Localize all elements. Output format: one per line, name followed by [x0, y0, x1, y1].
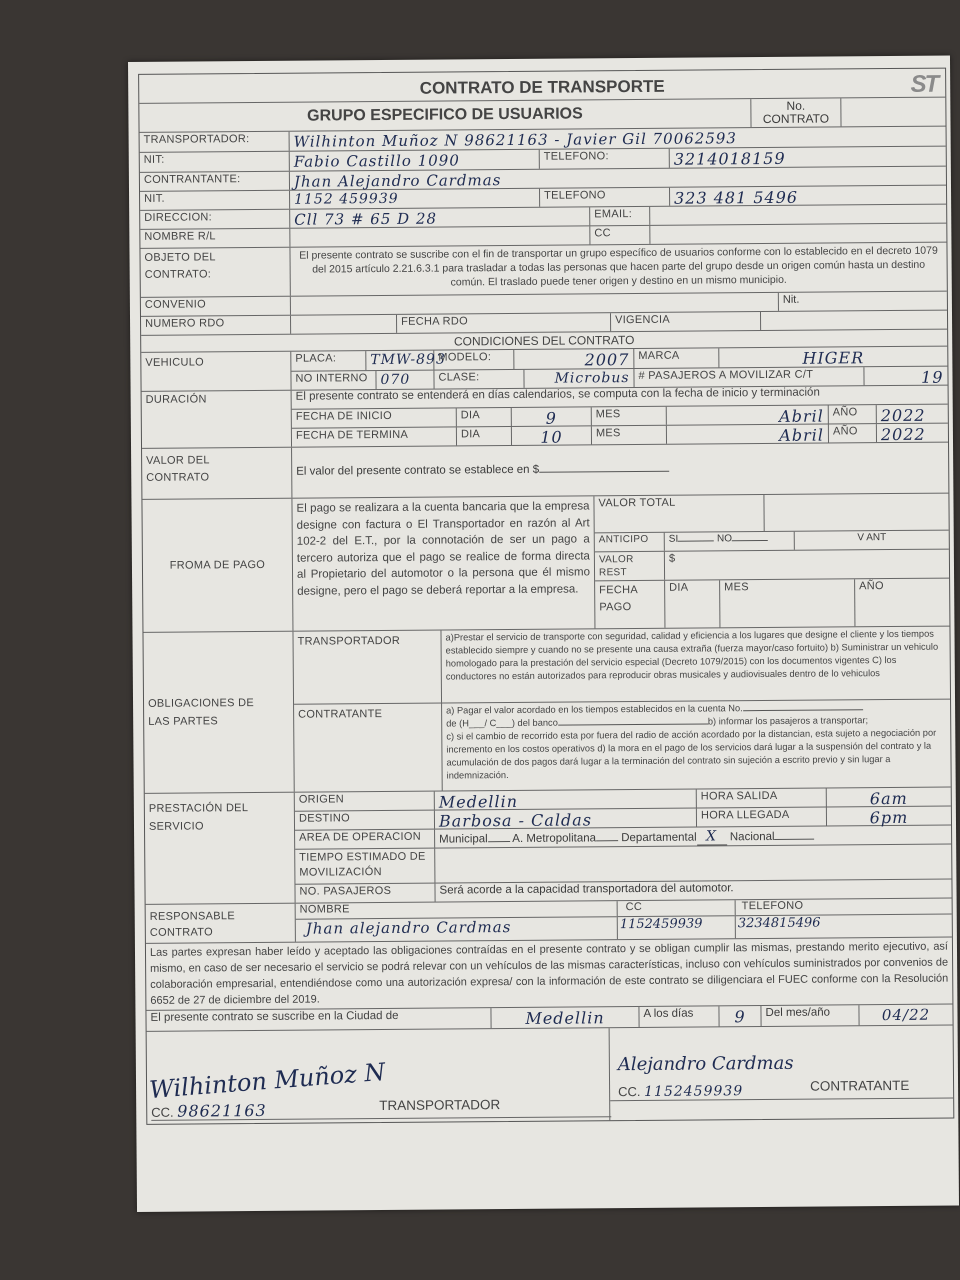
- municipal-blank: [488, 841, 510, 842]
- origen-label: ORIGEN: [295, 792, 435, 811]
- convenio-nit-label: Nit.: [782, 293, 800, 306]
- transportador-label: TRANSPORTADOR:: [140, 132, 290, 152]
- telefono-value: 3214018159: [673, 148, 786, 169]
- inicio-dia-label: DIA: [457, 408, 512, 426]
- valor-label-1: VALOR DEL: [146, 454, 210, 467]
- telefono2-value: 323 481 5496: [674, 187, 799, 208]
- contratante-cc-value: 1152459939: [644, 1083, 744, 1100]
- duracion-label: DURACIÓN: [142, 391, 292, 448]
- hora-salida-value: 6am: [869, 788, 908, 809]
- email-label: EMAIL:: [590, 207, 650, 225]
- valor-text: El valor del presente contrato se establece en $: [296, 463, 540, 478]
- anticipo-label: ANTICIPO: [595, 533, 665, 552]
- transportador-value: Wilhinton Muñoz N 98621163 - Javier Gil 70062593: [293, 129, 738, 151]
- dias-value: 9: [719, 1006, 761, 1026]
- fecha-inicio-label: FECHA DE INICIO: [292, 408, 457, 427]
- marca-label: MARCA: [634, 348, 719, 368]
- objeto-text: El presente contrato se suscribe con el fin de transportar un grupo específico de usuarios conforme con lo establecido en el decreto 1079 del 2015 artículo 2.21.6.3.1 para trasladar a todas las personas que hacen parte del grupo desde un origen común hasta un destino común. El traslado puede tener origen y destino en un mismo municipio.: [299, 244, 938, 289]
- obligaciones-label-1: OBLIGACIONES DE: [147, 697, 255, 710]
- objeto-label-1: OBJETO DEL: [144, 251, 216, 264]
- responsable-nombre-value: Jhan alejandro Cardmas: [305, 918, 512, 938]
- valor-blank: [539, 471, 669, 473]
- contract-paper: [128, 56, 959, 1212]
- no-contrato-value: [841, 98, 945, 127]
- fecha-pago-label-1: FECHA: [599, 584, 638, 597]
- telefono-label: TELEFONO:: [540, 149, 670, 169]
- obligaciones-transportador-label: TRANSPORTADOR: [293, 631, 442, 704]
- hora-llegada-value: 6pm: [869, 807, 909, 828]
- no-pasajeros-label: NO. PASAJEROS: [295, 884, 435, 903]
- forma-pago-label: FROMA DE PAGO: [142, 499, 293, 632]
- modelo-value: 2007: [514, 349, 634, 369]
- telefono2-label: TELEFONO: [540, 188, 670, 207]
- no-pasajeros-text: Será acorde a la capacidad transportadora del automotor.: [439, 882, 734, 897]
- inicio-mes-label: MES: [592, 407, 667, 426]
- termina-ano-value: 2022: [880, 424, 926, 445]
- mes-label: Del mes/año: [761, 1005, 859, 1026]
- metropolitana-blank: [596, 840, 618, 841]
- obligaciones-contratante-label: CONTRATANTE: [294, 704, 443, 792]
- nit-label: NIT:: [140, 152, 290, 172]
- contract-title: CONTRATO DE TRANSPORTE: [419, 76, 665, 98]
- destino-label: DESTINO: [295, 811, 435, 830]
- fecha-rdo-label: FECHA RDO: [397, 313, 611, 333]
- contratante-text: c) si el cambio de recorrido esta por fuera del radio de acción acordado por la distancian, esta sujeto a negociación por incremento en los costos operativos d) la mora en el pago de los servicios dará lugar a la suspensión del contrato y la acumulación de dos pagos dará lugar a la terminación del contrato sin sujeción a escrito previo y sin lugar a indemnización.: [446, 727, 937, 781]
- forma-pago-text: El pago se realizara a la cuenta bancaria que la empresa designe con factura o El Transportador en razón al Art 102-2 del E.T., por la connotación de ser un pago a tercero autoriza que el pago se realice de forma directa al Propietario del automotor o la persona que él mismo designe, pero el pago se deberá reportar a la empresa.: [292, 496, 595, 630]
- metropolitana-label: A. Metropolitana: [512, 832, 597, 846]
- contratante-signature: Alejandro Cardmas: [617, 1052, 794, 1076]
- valor-rest-label-2: REST: [598, 567, 627, 579]
- contratante-value: Jhan Alejandro Cardmas: [293, 171, 502, 191]
- modelo-label: MODELO:: [434, 350, 514, 370]
- inicio-mes-value: Abril: [667, 406, 829, 425]
- obligaciones-transportador-text: a)Prestar el servicio de transporte con seguridad, calidad y eficiencia a los lugares que designe el cliente y los tiempos establecido siempre y cuando no se presente una causa extraña (fuerza mayor/caso fortuito) b) Suministrar un vehiculo homologado para la prestación del servicio especial (Decreto 1079/2015) con los documentos vigentes C) los conductores no están autorizados para reproducir obras musicales y audiovisuales dentro de lo vehiculos: [445, 628, 939, 682]
- no-interno-value: 070: [376, 371, 434, 389]
- direccion-label: DIRECCION:: [140, 210, 290, 229]
- contract-form: [138, 68, 954, 1125]
- responsable-nombre-label: NOMBRE: [296, 901, 617, 920]
- placa-value: TMW-893: [366, 351, 434, 371]
- responsable-cc-label: CC: [618, 900, 735, 917]
- obligaciones-label-2: LAS PARTES: [148, 715, 219, 728]
- contratante-line2b: b) informar los pasajeros a transportar;: [707, 715, 869, 727]
- ciudad-label: El presente contrato se suscribe en la Ciudad de: [146, 1008, 491, 1031]
- contratante-label: CONTRANTANTE:: [140, 172, 290, 191]
- departamental-label: Departamental: [621, 831, 697, 845]
- duracion-text: El presente contrato se entenderá en días calendarios, se computa con la fecha de inicio y terminación: [292, 386, 948, 410]
- vigencia-label: VIGENCIA: [611, 312, 761, 331]
- anticipo-si-label: SI: [668, 533, 679, 545]
- clase-label: CLASE:: [434, 370, 524, 389]
- cc-label: CC: [590, 226, 650, 244]
- clase-value: Microbus: [524, 369, 634, 388]
- pago-ano-label: AÑO: [859, 580, 884, 593]
- valor-label-2: CONTRATO: [146, 471, 210, 484]
- no-interno-label: NO INTERNO: [291, 371, 376, 390]
- transportador-sig-label: TRANSPORTADOR: [379, 1097, 501, 1114]
- valor-total-label: VALOR TOTAL: [594, 495, 764, 532]
- destino-value: Barbosa - Caldas: [435, 809, 697, 829]
- hora-salida-label: HORA SALIDA: [697, 789, 827, 808]
- contratante-sig-label: CONTRATANTE: [810, 1077, 910, 1094]
- marca-value: HIGER: [802, 348, 865, 368]
- inicio-ano-label: AÑO: [829, 405, 877, 423]
- servicio-label-1: PRESTACIÓN DEL: [148, 802, 249, 815]
- anticipo-no-blank: [732, 540, 768, 541]
- tiempo-value: [435, 845, 951, 883]
- no-contrato-label: No. CONTRATO: [751, 98, 841, 127]
- responsable-label-1: RESPONSABLE: [149, 910, 235, 923]
- termina-mes-value: Abril: [667, 425, 829, 444]
- company-logo: ST: [910, 70, 938, 98]
- condiciones-title: CONDICIONES DEL CONTRATO: [453, 333, 635, 349]
- departamental-mark: X: [697, 828, 727, 845]
- municipal-label: Municipal: [439, 833, 488, 846]
- contratante-line2: de (H___/ C___) del banco: [446, 717, 558, 729]
- transportador-cc-label: CC.: [151, 1104, 174, 1120]
- nacional-label: Nacional: [729, 830, 775, 844]
- fecha-termina-label: FECHA DE TERMINA: [292, 427, 457, 446]
- placa-label: PLACA:: [291, 351, 366, 371]
- convenio-label: CONVENIO: [141, 297, 291, 316]
- pasajeros-value: 19: [921, 367, 944, 387]
- pasajeros-label: # PASAJEROS A MOVILIZAR C/T: [634, 367, 864, 387]
- nit-value: Fabio Castillo 1090: [290, 150, 540, 171]
- inicio-dia-value: 9: [512, 407, 592, 426]
- tiempo-label: TIEMPO ESTIMADO DE MOVILIZACIÓN: [295, 849, 435, 884]
- direccion-value: Cll 73 # 65 D 28: [290, 207, 590, 227]
- valor-rest-dollar: $: [668, 552, 676, 565]
- origen-value: Medellin: [435, 790, 697, 810]
- termina-dia-label: DIA: [457, 427, 512, 445]
- contratante-line1: a) Pagar el valor acordado en los tiempos establecidos en la cuenta No.: [446, 703, 743, 716]
- nombre-rl-label: NOMBRE R/L: [140, 229, 290, 248]
- hora-llegada-label: HORA LLEGADA: [697, 808, 827, 827]
- numero-rdo-value: [291, 315, 397, 334]
- transportador-signature: Wilhinton Muñoz N: [148, 1057, 387, 1105]
- inicio-ano-value: 2022: [880, 405, 926, 426]
- v-ant-label: V ANT: [857, 532, 887, 544]
- contract-subtitle: GRUPO ESPECIFICO DE USUARIOS: [307, 105, 583, 125]
- pago-dia-label: DIA: [665, 580, 720, 627]
- transportador-signature-box: [147, 1028, 611, 1124]
- numero-rdo-label: NUMERO RDO: [141, 316, 291, 335]
- termina-ano-label: AÑO: [829, 424, 877, 442]
- valor-rest-label-1: VALOR: [598, 554, 634, 566]
- nacional-blank: [775, 839, 815, 840]
- cc-value: [650, 224, 946, 244]
- transportador-cc-value: 98621163: [177, 1100, 267, 1121]
- responsable-cc-value: 1152459939: [619, 916, 703, 933]
- cuenta-blank: [743, 709, 863, 711]
- vigencia-value: [761, 311, 947, 330]
- valor-total-value: [764, 494, 948, 531]
- anticipo-no-label: NO: [716, 533, 733, 545]
- nit2-label: NIT.: [140, 191, 290, 210]
- objeto-label-2: CONTRATO:: [144, 268, 212, 281]
- nombre-rl-value: [290, 226, 590, 246]
- servicio-label-2: SERVICIO: [148, 820, 204, 833]
- email-value: [650, 205, 946, 225]
- vehiculo-label: VEHICULO: [141, 352, 291, 391]
- contratante-signature-box: [610, 1026, 954, 1121]
- closing-text: Las partes expresan haber leído y aceptado las obligaciones contraídas en el presente contrato y se obligan cumplir las mismas, prestando merito ejecutivo, así mismo, en caso de ser necesario el servicio se podrá relevar con un vehículos de las mismas características, incluso con vehículos suministrados por convenios de colaboración empresarial, entendiéndose como una autorización expresa/ con la información de este contrato se diligenciara el FUEC conforme con la Resolución 6652 de 27 de diciembre del 2019.: [146, 938, 953, 1011]
- termina-mes-label: MES: [592, 426, 667, 445]
- dias-label: A los días: [639, 1006, 719, 1027]
- ciudad-value: Medellin: [491, 1007, 639, 1028]
- pago-mes-label: MES: [720, 579, 855, 627]
- convenio-value: [291, 293, 779, 315]
- responsable-telefono-label: TELEFONO: [736, 899, 952, 917]
- responsable-telefono-value: 3234815496: [737, 915, 821, 932]
- termina-dia-value: 10: [512, 426, 592, 445]
- anticipo-si-blank: [678, 540, 714, 541]
- mes-value: 04/22: [881, 1005, 931, 1025]
- banco-blank: [558, 723, 708, 725]
- contratante-cc-label: CC.: [618, 1084, 641, 1100]
- area-label: AREA DE OPERACION: [295, 830, 435, 849]
- fecha-pago-label-2: PAGO: [599, 601, 632, 614]
- responsable-label-2: CONTRATO: [149, 926, 213, 939]
- nit2-value: 1152 459939: [290, 189, 540, 209]
